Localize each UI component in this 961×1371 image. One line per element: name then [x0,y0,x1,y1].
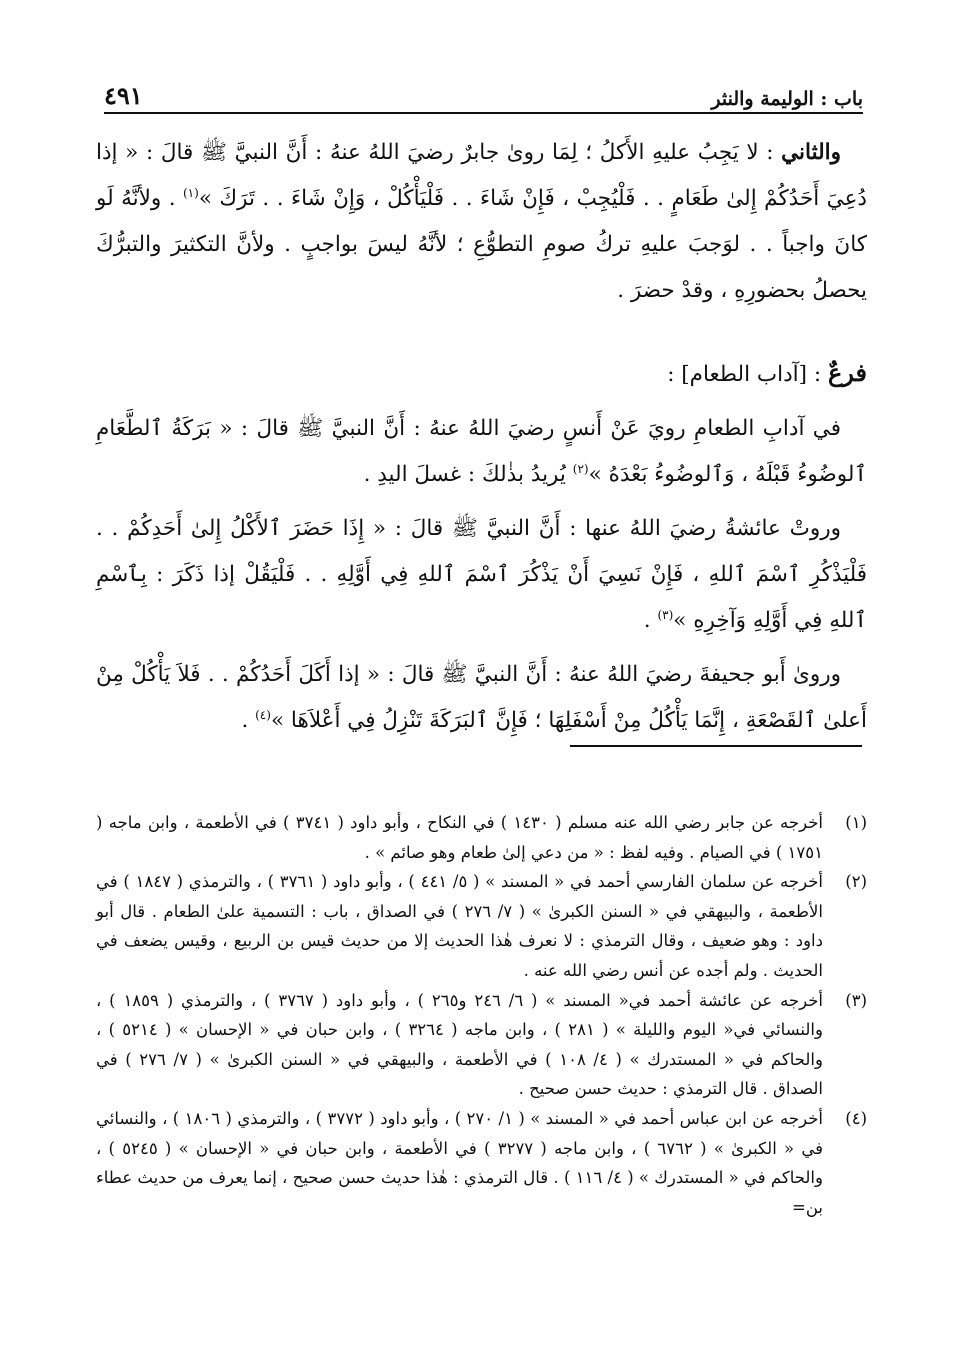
footnote-ref: (٤) [255,707,271,722]
branch-title: : [آداب الطعام] : [667,362,828,387]
page-number: ٤٩١ [104,81,143,110]
paragraph-text: . ولأنَّهُ لَو كانَ واجباً . . لوَجبَ عليهِ تركُ صومِ التطوُّعِ ؛ لأنَّهُ ليسَ بواجبٍ . ولأنَّ التكثيرَ والتبرُّكَ يحصلُ بحضورِهِ ، وقدْ حضرَ . [96,186,867,303]
footnote-text: أخرجه عن ابن عباس أحمد في « المسند » ( ١/ ٢٧٠ ) ، وأبو داود ( ٣٧٧٢ ) ، والترمذي ( ١٨٠٦ ) ، والنسائي في « الكبرىٰ » ( ٦٧٦٢ ) ، وابن ماجه ( ٣٢٧٧ ) في الأطعمة ، وابن حبان في « الإحسان » ( ٥٢٤٥ ) ، والحاكم في « المستدرك » ( ٤/ ١١٦ ) . قال الترمذي : هٰذا حديث حسن صحيح ، إنما يعرف من حديث عطاء بن= [96,1108,823,1217]
footnote-number: (٣) [845,990,867,1010]
footnote-text: أخرجه عن سلمان الفارسي أحمد في « المسند » ( ٥/ ٤٤١ ) ، وأبو داود ( ٣٧٦١ ) ، والترمذي ( ١٨٤٧ ) في الأطعمة ، والبيهقي في « السنن الكبرىٰ » ( ٧/ ٢٧٦ ) في الصداق ، باب : التسمية علىٰ الطعام . قال أبو داود : وهو ضعيف ، وقال الترمذي : لا نعرف هٰذا الحديث إلا من حديث قيس بن الربيع ، وقيس يضعف في الحديث . ولم أجده عن أنس رضي الله عنه . [96,872,823,980]
branch-label: فرعٌ [827,358,867,387]
footnote-ref: (٢) [572,461,589,476]
paragraph-abu-juhayfa [96,652,867,744]
footnote-1 [96,808,867,867]
footnote-number: (١) [845,813,867,832]
paragraph-anas [96,406,867,498]
paragraph-second-view [96,130,867,314]
paragraph-text: . [643,608,658,633]
paragraph-text: في آدابِ الطعامِ رويَ عَنْ أَنسٍ رضيَ اللهُ عنهُ : أَنَّ النبيَّ ﷺ قالَ : « بَرَكَةُ ٱلطَّعَامِ ٱلوضُوءُ قَبْلَهُ ، وَٱلوضُوءُ بَعْدَهُ » [96,416,867,487]
header-divider [104,112,863,114]
footnote-ref: (١) [182,185,199,200]
main-text [96,130,867,744]
footnote-number: (٤) [845,1108,867,1128]
footnote-text: أخرجه عن عائشة أحمد في« المسند » ( ٦/ ٢٤٦ و٢٦٥ ) ، وأبو داود ( ٣٧٦٧ ) ، والترمذي ( ١٨٥٩ ) ، والنسائي في« اليوم والليلة » ( ٢٨١ ) ، وابن ماجه ( ٣٢٦٤ ) ، وابن حبان في « الإحسان » ( ٥٢١٤ ) ، والحاكم في « المستدرك » ( ٤/ ١٠٨ ) في الأطعمة ، والبيهقي في « السنن الكبرىٰ » ( ٧/ ٢٧٦ ) في الصداق . قال الترمذي : حديث حسن صحيح . [96,990,823,1099]
paragraph-aisha [96,506,867,644]
footnote-3 [96,986,867,1104]
footnote-4 [96,1104,867,1222]
running-header [104,78,863,110]
footnote-divider [570,745,862,747]
paragraph-text: . [241,708,256,733]
footnote-number: (٢) [845,872,867,892]
paragraph-text: وروىٰ أَبو جحيفةَ رضيَ اللهُ عنهُ : أَنَّ النبيَّ ﷺ قالَ : « إذا أَكَلَ أَحَدُكُمْ . . فَلاَ يَأْكُلْ مِنْ أَعلىٰ ٱلقَصْعَةِ ، إِنَّمَا يَأْكُلُ مِنْ أَسْفَلِهَا ؛ فَإِنَّ ٱلبَرَكَةَ تَنْزِلُ فِي أَعْلاَهَا » [96,662,867,733]
paragraph-text: : لا يَجِبُ عليهِ الأَكلُ ؛ لِمَا روىٰ جابرٌ رضيَ اللهُ عنهُ : أَنَّ النبيَّ ﷺ قالَ : « إذا دُعِيَ أَحَدُكُمْ إِلىٰ طَعَامٍ . . فَلْيُجِبْ ، فَإِنْ شَاءَ . . فَلْيَأْكُلْ ، وَإِنْ شَاءَ . . تَرَكَ » [96,140,867,211]
footnote-ref: (٣) [657,607,674,622]
branch-heading [96,350,867,398]
footnote-2 [96,867,867,985]
paragraph-lead-word: والثاني [781,140,841,165]
footnotes [96,808,867,1222]
chapter-title: باب : الوليمة والنثر [711,88,863,110]
paragraph-text: يُريدُ بذٰلكَ : غسلَ اليدِ . [363,462,573,487]
paragraph-text: وروتْ عائشةُ رضيَ اللهُ عنها : أَنَّ النبيَّ ﷺ قالَ : « إِذَا حَضَرَ ٱلأَكْلُ إِلىٰ أَحَدِكُمْ . . فَلْيَذْكُرِ ٱسْمَ ٱللهِ ، فَإِنْ نَسِيَ أَنْ يَذْكُرَ ٱسْمَ ٱللهِ فِي أَوَّلِهِ . . فَلْيَقُلْ إذا ذَكَرَ : بِٱسْمِ ٱللهِ فِي أَوَّلِهِ وَآخِرِهِ » [96,516,867,633]
footnote-text: أخرجه عن جابر رضي الله عنه مسلم ( ١٤٣٠ ) في النكاح ، وأبو داود ( ٣٧٤١ ) في الأطعمة ، وابن ماجه ( ١٧٥١ ) في الصيام . وفيه لفظ : « من دعي إلىٰ طعام وهو صائم » . [96,813,823,862]
